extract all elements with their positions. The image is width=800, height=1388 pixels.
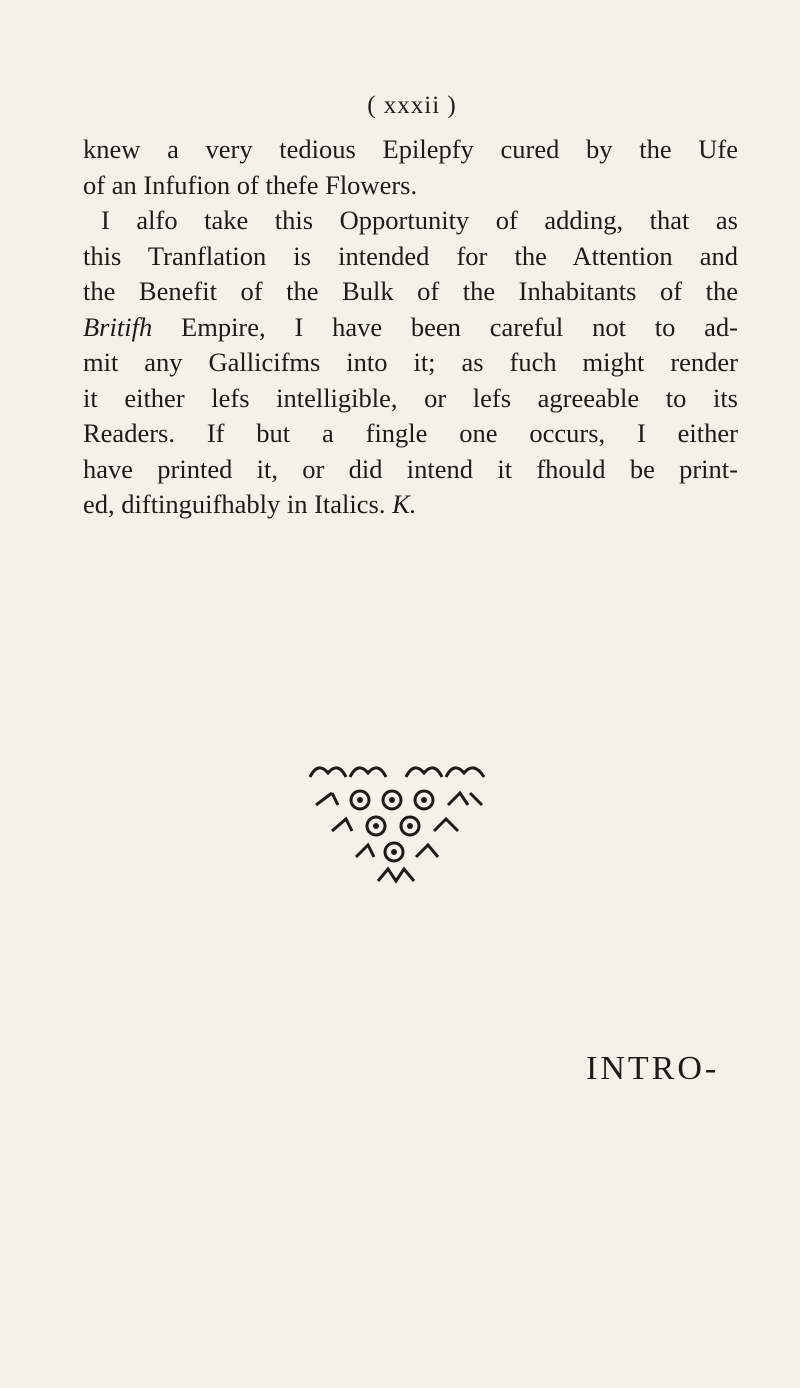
text-line: Britifh Empire, I have been careful not to ad- [83,311,739,342]
text-line: of an Infufion of thefe Flowers. [83,169,418,200]
text-line: ed, diftinguifhably in Italics. K. [83,489,417,519]
text-line: I alfo take this Opportunity of adding, that as [101,205,738,235]
catchword: INTRO- [586,1050,720,1087]
text-line: Readers. If but a fingle one occurs, I either [83,418,738,448]
body-text [83,132,738,523]
text-line: the Benefit of the Bulk of the Inhabitants of the [83,276,738,306]
text-line: it either lefs intelligible, or lefs agreeable to its [83,382,738,413]
signature: K. [392,489,417,519]
italic-word: Britifh [83,311,153,342]
text-line: knew a very tedious Epilepfy cured by the Ufe [83,134,738,164]
page-number: ( xxxii ) [367,92,457,119]
text-line: have printed it, or did intend it fhould be print- [83,453,738,484]
text-line: this Tranflation is intended for the Attention and [83,240,738,271]
ornament-tailpiece [298,755,498,890]
text-line: mit any Gallicifms into it; as fuch might render [83,347,738,377]
